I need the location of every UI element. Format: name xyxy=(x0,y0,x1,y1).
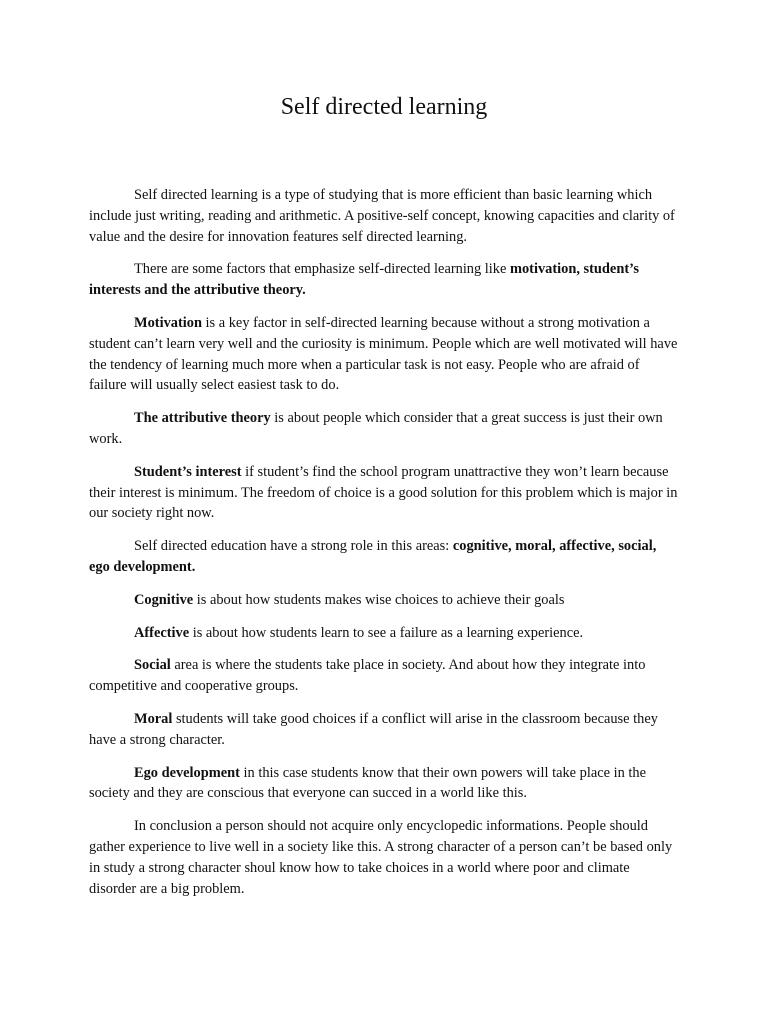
bold-text: Cognitive xyxy=(134,591,194,608)
paragraph xyxy=(89,590,679,611)
text-segment: Self directed learning is a type of studying that is more efficient than basic learning which include just writing, reading and arithmetic. A positive-self concept, knowing capacities and clarity of value and the desire for innovation features self directed learning. xyxy=(89,187,675,245)
text-segment: in this case students know that their own powers will take place in the society and they are conscious that everyone can succed in a world like this. xyxy=(89,764,646,802)
text-segment: is about people which consider that a great success is just their own work. xyxy=(89,410,663,447)
paragraph xyxy=(89,816,679,899)
bold-text: Moral xyxy=(134,710,173,727)
paragraph xyxy=(89,462,679,524)
bold-text: cognitive, moral, affective, social, ego development. xyxy=(89,538,657,575)
text-segment: students will take good choices if a conflict will arise in the classroom because they have a strong character. xyxy=(89,710,658,748)
paragraph xyxy=(89,185,679,247)
paragraph xyxy=(89,313,679,396)
text-segment: is about how students learn to see a failure as a learning experience. xyxy=(189,624,584,641)
text-segment: area is where the students take place in society. And about how they integrate into competitive and cooperative groups. xyxy=(89,657,646,695)
paragraph xyxy=(89,709,679,751)
paragraph xyxy=(89,655,679,697)
text-segment: is a key factor in self-directed learning because without a strong motivation a student can’t learn very well and the curiosity is minimum. People which are well motivated will have the tendency of learning much more when a particular task is not easy. People who are afraid of failure will usually select easiest task to do. xyxy=(89,314,678,394)
text-segment: is about how students makes wise choices to achieve their goals xyxy=(193,591,565,608)
document-title: Self directed learning xyxy=(280,94,488,120)
paragraph xyxy=(89,623,679,644)
bold-text: Student’s interest xyxy=(134,463,242,480)
paragraph xyxy=(89,763,679,805)
bold-text: Affective xyxy=(134,624,190,641)
paragraph xyxy=(89,408,679,450)
paragraph xyxy=(89,259,679,301)
paragraph xyxy=(89,536,679,578)
bold-text: motivation, student’s interests and the attributive theory. xyxy=(89,261,639,299)
document-body xyxy=(89,185,679,911)
text-segment: In conclusion a person should not acquire only encyclopedic informations. People should gather experience to live well in a society like this. A strong character of a person can’t be based only in study a strong character shoul know how to take choices in a world where poor and climate disorder are a big problem. xyxy=(89,818,673,897)
text-segment: if student’s find the school program unattractive they won’t learn because their interest is minimum. The freedom of choice is a good solution for this problem which is major in our society right now. xyxy=(89,463,678,522)
text-segment: Self directed education have a strong role in this areas: xyxy=(134,538,453,555)
text-segment: There are some factors that emphasize self-directed learning like xyxy=(134,261,510,278)
bold-text: The attributive theory xyxy=(134,410,271,427)
bold-text: Motivation xyxy=(134,314,202,331)
bold-text: Ego development xyxy=(134,764,240,781)
bold-text: Social xyxy=(134,657,171,674)
